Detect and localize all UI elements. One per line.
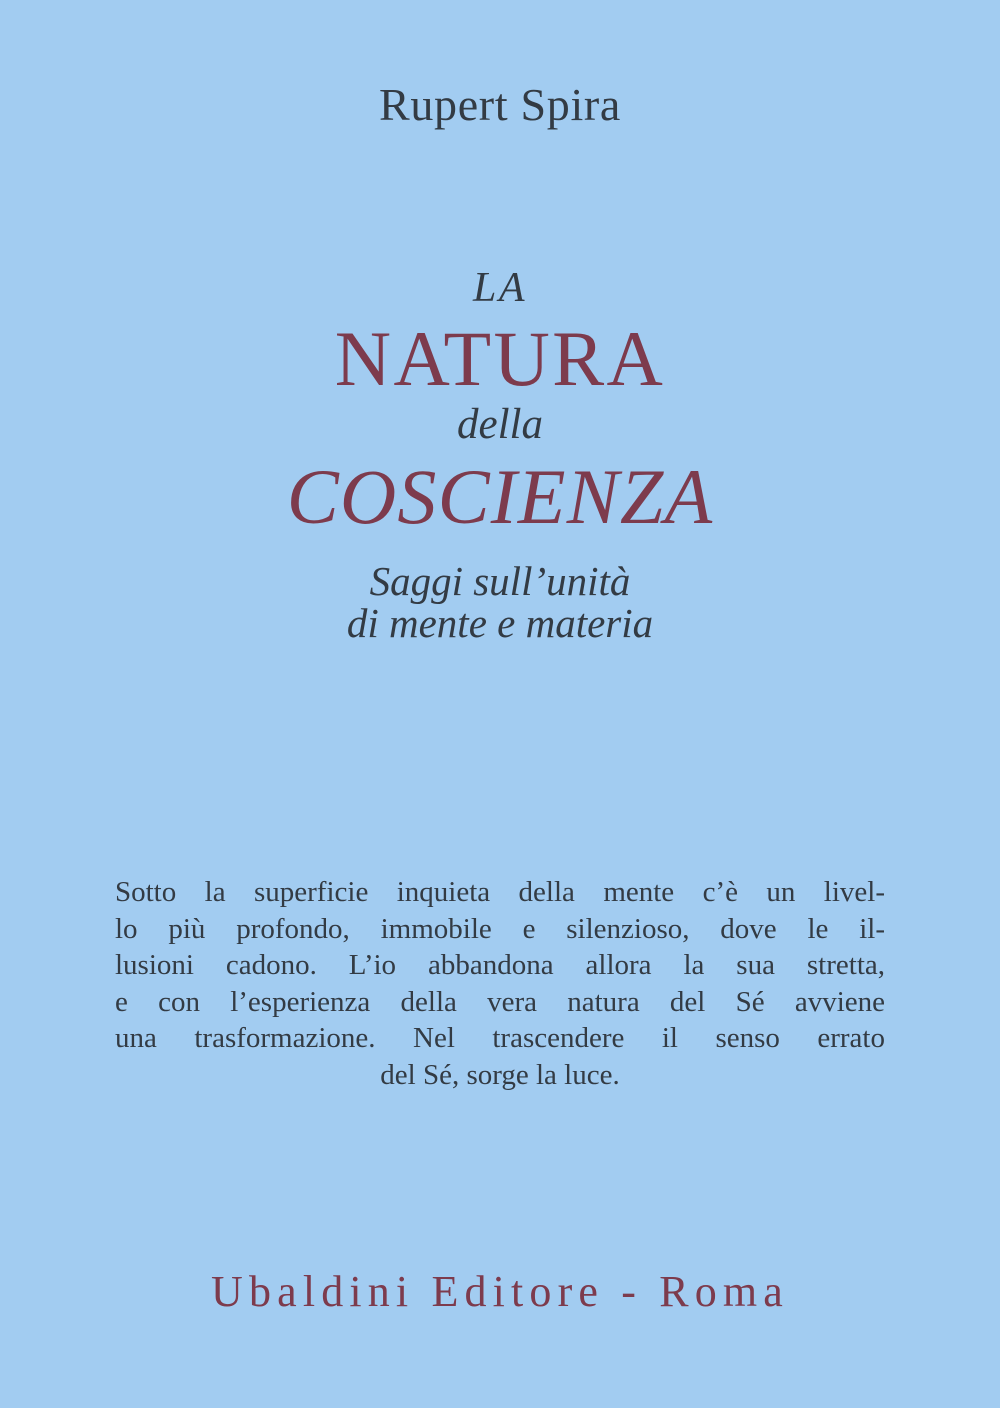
blurb-line-5: una trasformazione. Nel trascendere il senso errato <box>115 1022 885 1054</box>
blurb-line-2: lo più profondo, immobile e silenzioso, dove le il- <box>115 912 885 945</box>
blurb-line-1: Sotto la superficie inquieta della mente c’è un livel- <box>115 876 885 908</box>
title-word-coscienza: COSCIENZA <box>286 453 714 540</box>
subtitle-line-1: Saggi sull’unità <box>369 558 631 604</box>
title-connector-della: della <box>457 401 543 448</box>
blurb-line-6: del Sé, sorge la luce. <box>380 1058 620 1091</box>
cover-blurb <box>115 874 885 1093</box>
blurb-line-4: e con l’esperienza della vera natura del Sé avviene <box>115 985 885 1018</box>
title-word-natura: NATURA <box>334 315 666 402</box>
blurb-line-3: lusioni cadono. L’io abbandona allora la sua stretta, <box>115 949 885 981</box>
subtitle <box>0 560 1000 644</box>
subtitle-line-2: di mente e materia <box>346 600 654 646</box>
title-article: LA <box>472 265 528 311</box>
author-name: Rupert Spira <box>378 79 622 130</box>
publisher-imprint: Ubaldini Editore - Roma <box>211 1267 789 1316</box>
